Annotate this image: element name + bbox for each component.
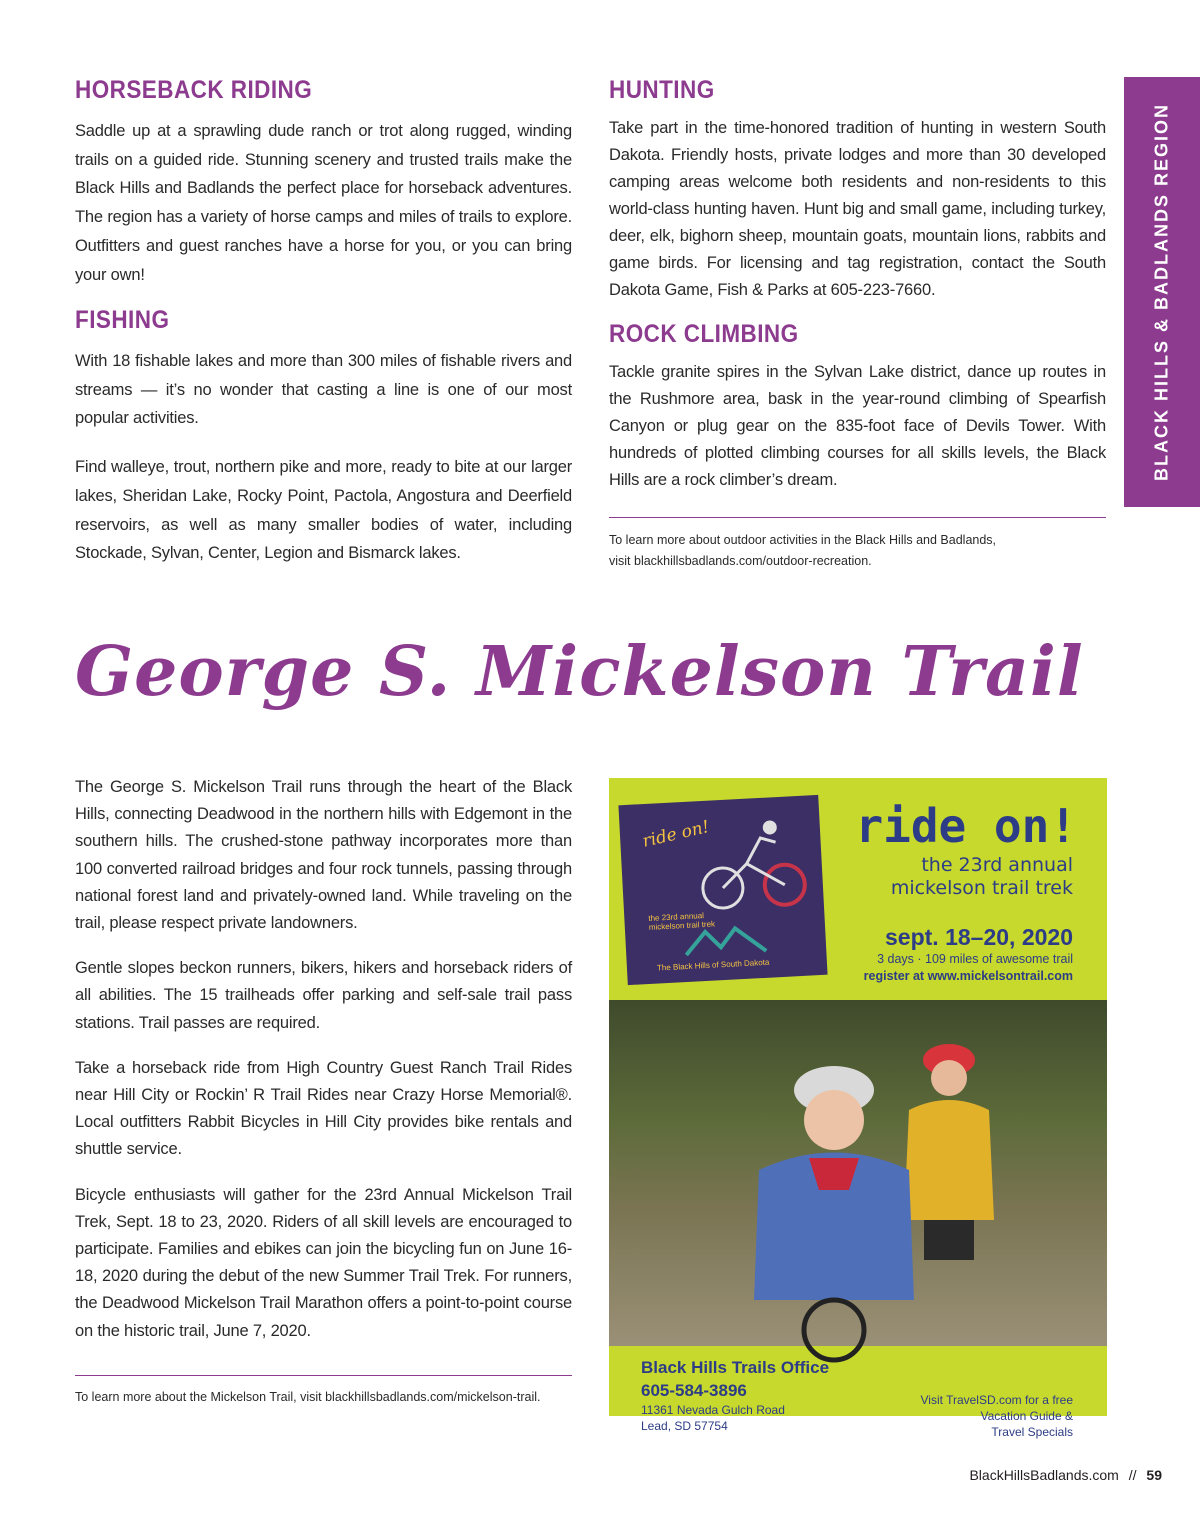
cyclist-logo-icon: [689, 805, 815, 921]
fishing-body-1: With 18 fishable lakes and more than 300 miles of fishable rivers and streams — it’s no wonder that casting a line is one of our most popular activities.: [75, 352, 572, 428]
ad-date: sept. 18–20, 2020: [885, 924, 1073, 950]
hunting-section: [609, 75, 1106, 304]
travelsd-line-2: Vacation Guide &: [980, 1409, 1073, 1423]
mickelson-body: [75, 774, 572, 1345]
outdoor-divider: [609, 517, 1106, 518]
outdoor-note: [609, 530, 996, 572]
mickelson-paragraph-3: Take a horseback ride from High Country Guest Ranch Trail Rides near Hill City or Rockin’ R Trail Rides near Crazy Horse Memorial®. Local outfitters Rabbit Bicycles in Hill City provides bike rentals and shuttle service.: [75, 1058, 572, 1159]
ad-info: [864, 951, 1073, 985]
travelsd-line-3: Travel Specials: [991, 1425, 1073, 1439]
mickelson-note: To learn more about the Mickelson Trail, visit blackhillsbadlands.com/mickelson-trail.: [75, 1390, 541, 1404]
region-side-tab-label: BLACK HILLS & BADLANDS REGION: [1151, 103, 1172, 481]
horseback-section: [75, 75, 572, 289]
outdoor-note-line-1: To learn more about outdoor activities in the Black Hills and Badlands,: [609, 533, 997, 547]
trails-office-address: [641, 1402, 841, 1434]
mickelson-divider: [75, 1375, 572, 1376]
travelsd-promo: [873, 1392, 1073, 1440]
trails-office-phone: 605-584-3896: [641, 1381, 747, 1400]
ad-sub-line-2: mickelson trail trek: [890, 877, 1073, 899]
ad-subheadline: [891, 854, 1073, 900]
mickelson-paragraph-1: The George S. Mickelson Trail runs through the heart of the Black Hills, connecting Deadwood in the northern hills with Edgemont in the southern hills. The crushed-stone pathway incorporates more than 100 converted railroad bridges and four rock tunnels, passing through national forest land and privately-owned land. While traveling on the trail, please respect private landowners.: [75, 778, 572, 933]
horseback-body: Saddle up at a sprawling dude ranch or trot along rugged, winding trails on a guided ride. Stunning scenery and trusted trails make the Black Hills and Badlands the perfect place for horseback adventures. The region has a variety of horse camps and miles of trails to explore. Outfitters and guest ranches have a horse for you, or you can bring your own!: [75, 122, 572, 284]
climbing-section: [609, 319, 1106, 494]
footer-site: BlackHillsBadlands.com: [969, 1467, 1119, 1483]
hunting-heading: HUNTING: [609, 76, 715, 104]
address-line-1: 11361 Nevada Gulch Road: [641, 1403, 785, 1417]
logo-foot-text: The Black Hills of South Dakota: [656, 957, 770, 973]
ad-sub-line-1: the 23rd annual: [921, 854, 1073, 876]
cyclists-photo: [609, 1000, 1107, 1346]
hunting-body: Take part in the time-honored tradition of hunting in western South Dakota. Friendly hosts, private lodges and more than 30 developed camping areas welcome both residents and non-residents to this world-class hunting haven. Hunt big and small game, including turkey, deer, elk, bighorn sheep, mountain goats, mountain lions, rabbits and game birds. For licensing and tag registration, contact the South Dakota Game, Fish & Parks at 605-223-7660.: [609, 119, 1106, 299]
horseback-heading: HORSEBACK RIDING: [75, 76, 313, 104]
ad-headline: ride on!: [855, 799, 1077, 853]
address-line-2: Lead, SD 57754: [641, 1419, 728, 1433]
page-number: 59: [1146, 1467, 1162, 1483]
travelsd-line-1: Visit TravelSD.com for a free: [920, 1393, 1073, 1407]
fishing-section: [75, 305, 572, 568]
mickelson-paragraph-4: Bicycle enthusiasts will gather for the 23rd Annual Mickelson Trail Trek, Sept. 18 to 23, 2020. Riders of all skill levels are encouraged to participate. Families and ebikes can join the bicycling fun on June 16-18, 2020 during the debut of the new Summer Trail Trek. For runners, the Deadwood Mickelson Trail Marathon offers a point-to-point course on the historic trail, June 7, 2020.: [75, 1185, 572, 1340]
fishing-heading: FISHING: [75, 306, 170, 334]
trails-office-name: Black Hills Trails Office: [641, 1358, 830, 1377]
footer-separator: //: [1128, 1467, 1137, 1483]
ad-info-line-1: 3 days · 109 miles of awesome trail: [877, 952, 1073, 966]
ad-info-line-2: register at www.mickelsontrail.com: [863, 969, 1073, 983]
logo-ride-text: ride on!: [640, 816, 712, 852]
rider-blue-jacket-icon: [749, 1040, 919, 1346]
mountains-logo-icon: [685, 923, 766, 957]
trail-trek-ad: [609, 778, 1107, 1439]
outdoor-note-line-2: visit blackhillsbadlands.com/outdoor-recreation.: [609, 554, 872, 568]
trail-trek-logo: [618, 795, 827, 985]
mickelson-title: George S. Mickelson Trail: [75, 632, 1084, 712]
fishing-body-2: Find walleye, trout, northern pike and more, ready to bite at our larger lakes, Sheridan Lake, Rocky Point, Pactola, Angostura and Deerfield reservoirs, as well as many smaller bodies of water, including Stockade, Sylvan, Center, Legion and Bismarck lakes.: [75, 458, 572, 563]
climbing-body: Tackle granite spires in the Sylvan Lake district, dance up routes in the Rushmore area, bask in the year-round climbing of Spearfish Canyon or plug gear on the 835-foot face of Devils Tower. With hundreds of plotted climbing courses for all skills levels, the Black Hills are a rock climber’s dream.: [609, 363, 1106, 489]
page-footer: [969, 1467, 1162, 1483]
logo-sub-text: the 23rd annual mickelson trail trek: [648, 911, 716, 932]
climbing-heading: ROCK CLIMBING: [609, 320, 799, 348]
mickelson-paragraph-2: Gentle slopes beckon runners, bikers, hikers and horseback riders of all abilities. The 15 trailheads offer parking and self-sale trail pass stations. Trail passes are required.: [75, 959, 572, 1032]
region-side-tab: [1124, 77, 1200, 507]
